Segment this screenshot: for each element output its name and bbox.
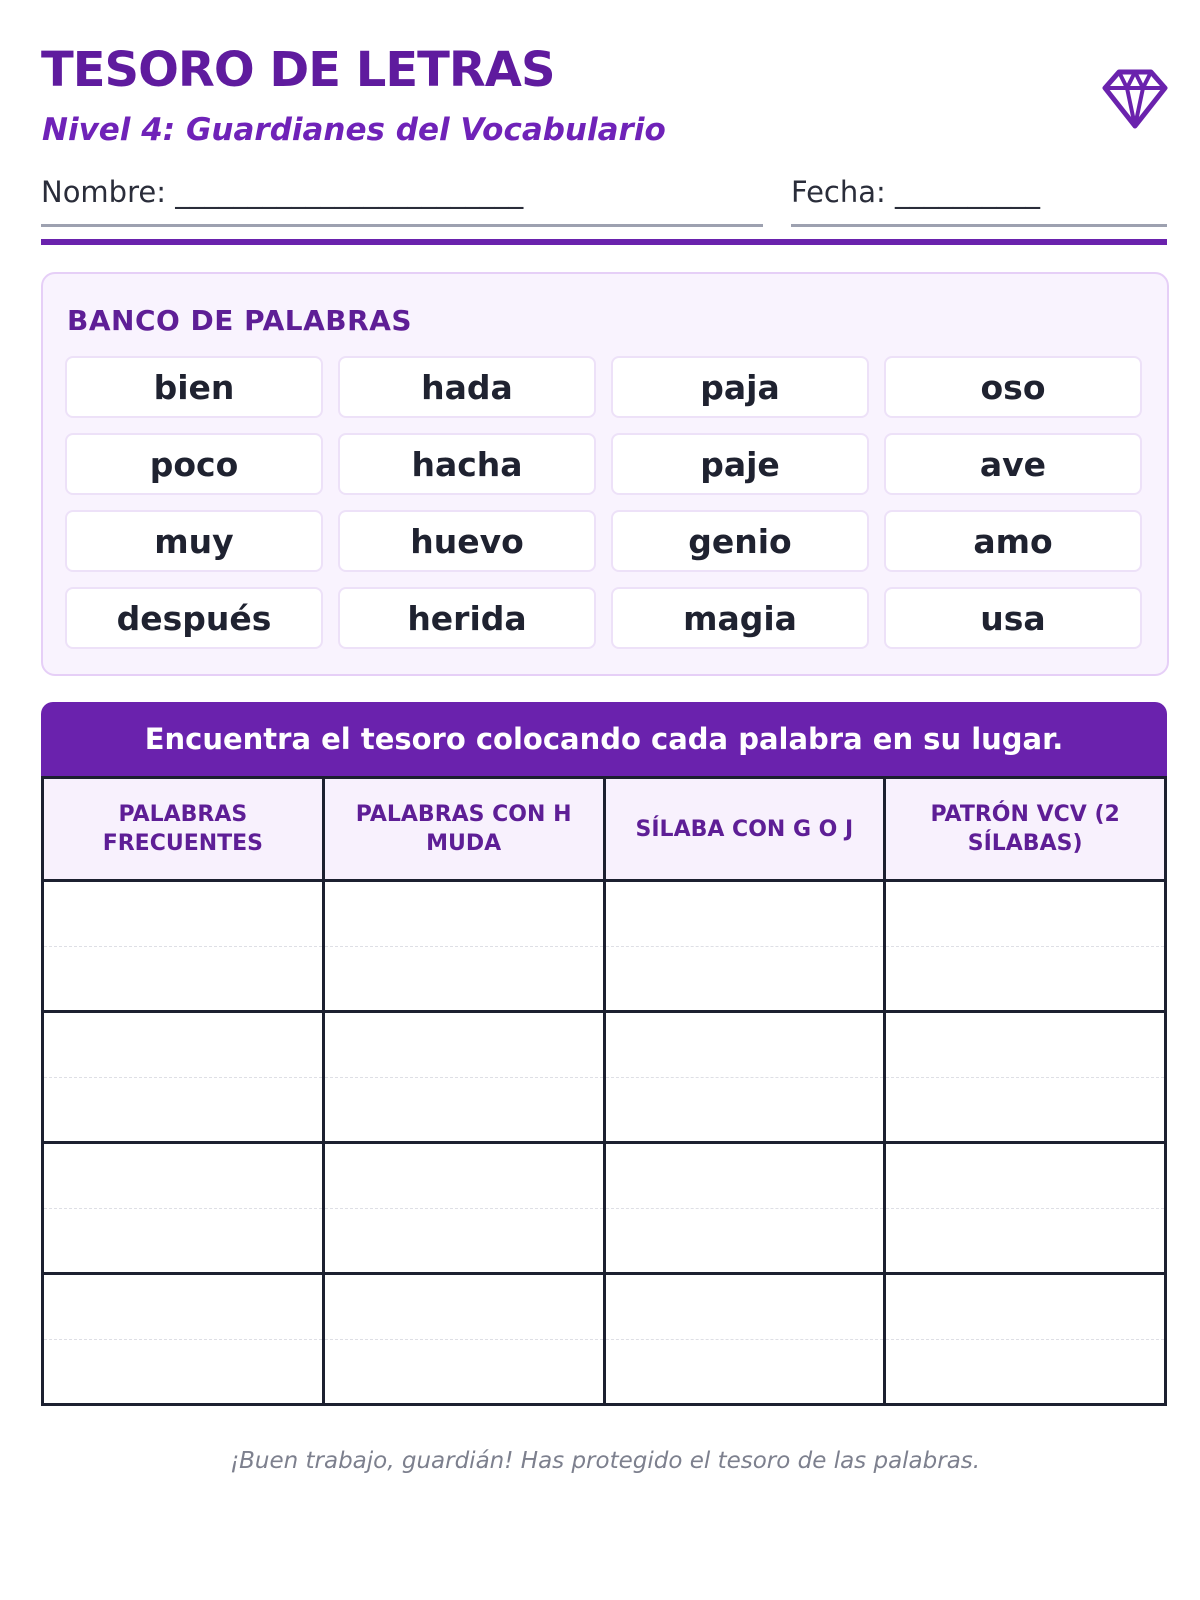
- date-label: Fecha: __________: [791, 175, 1041, 209]
- page-subtitle: Nivel 4: Guardianes del Vocabulario: [42, 112, 666, 148]
- word-bank: [41, 272, 1169, 676]
- word-tile[interactable]: huevo: [338, 510, 596, 572]
- word-tile[interactable]: herida: [338, 587, 596, 649]
- table-row: [43, 881, 1166, 1012]
- answer-cell[interactable]: [43, 1274, 324, 1405]
- name-field[interactable]: [41, 172, 763, 227]
- answer-cell[interactable]: [604, 881, 885, 1012]
- page-title: TESORO DE LETRAS: [41, 42, 555, 98]
- column-header-silent-h: PALABRAS CON H MUDA: [323, 778, 604, 881]
- name-label: Nombre: ________________________: [41, 175, 524, 209]
- word-tile[interactable]: ave: [884, 433, 1142, 495]
- answer-cell[interactable]: [323, 1012, 604, 1143]
- answer-cell[interactable]: [885, 881, 1166, 1012]
- word-tile[interactable]: muy: [65, 510, 323, 572]
- answer-cell[interactable]: [885, 1143, 1166, 1274]
- word-tile[interactable]: poco: [65, 433, 323, 495]
- column-header-vcv: PATRÓN VCV (2 SÍLABAS): [885, 778, 1166, 881]
- header-divider: [41, 239, 1167, 245]
- word-tile[interactable]: bien: [65, 356, 323, 418]
- answer-cell[interactable]: [604, 1143, 885, 1274]
- word-bank-title: BANCO DE PALABRAS: [67, 304, 413, 337]
- answer-cell[interactable]: [323, 1143, 604, 1274]
- footer-message: ¡Buen trabajo, guardián! Has protegido el tesoro de las palabras.: [229, 1448, 981, 1474]
- word-tile[interactable]: hada: [338, 356, 596, 418]
- answer-cell[interactable]: [43, 881, 324, 1012]
- word-tile[interactable]: magia: [611, 587, 869, 649]
- date-field[interactable]: [791, 172, 1167, 227]
- table-row: [43, 1274, 1166, 1405]
- answer-cell[interactable]: [43, 1012, 324, 1143]
- answer-cell[interactable]: [885, 1012, 1166, 1143]
- word-tile[interactable]: genio: [611, 510, 869, 572]
- word-tile[interactable]: paje: [611, 433, 869, 495]
- table-row: [43, 1143, 1166, 1274]
- word-tile[interactable]: después: [65, 587, 323, 649]
- header-row: [43, 778, 1166, 881]
- sort-grid: [41, 776, 1167, 1406]
- column-header-frequent: PALABRAS FRECUENTES: [43, 778, 324, 881]
- answer-cell[interactable]: [323, 881, 604, 1012]
- instruction-banner: Encuentra el tesoro colocando cada palabra en su lugar.: [41, 702, 1167, 776]
- gem-icon: [1102, 68, 1168, 130]
- word-tile[interactable]: paja: [611, 356, 869, 418]
- sorting-table: [41, 702, 1167, 1406]
- word-tile[interactable]: oso: [884, 356, 1142, 418]
- answer-cell[interactable]: [604, 1274, 885, 1405]
- answer-cell[interactable]: [43, 1143, 324, 1274]
- word-tile[interactable]: amo: [884, 510, 1142, 572]
- answer-cell[interactable]: [323, 1274, 604, 1405]
- table-row: [43, 1012, 1166, 1143]
- answer-cell[interactable]: [885, 1274, 1166, 1405]
- answer-cell[interactable]: [604, 1012, 885, 1143]
- word-tile[interactable]: usa: [884, 587, 1142, 649]
- column-header-g-or-j: SÍLABA CON G O J: [604, 778, 885, 881]
- word-tile[interactable]: hacha: [338, 433, 596, 495]
- word-bank-grid: [65, 356, 1142, 649]
